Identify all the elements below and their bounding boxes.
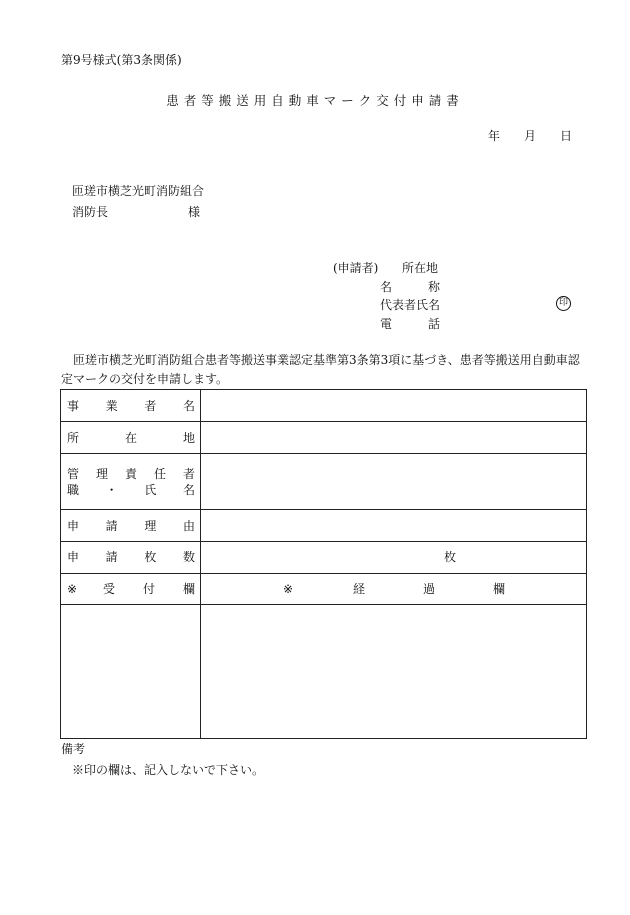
- addressee-honorific: 様: [188, 205, 201, 219]
- remarks-heading: 備考: [61, 742, 86, 756]
- count-unit: 枚: [444, 550, 457, 564]
- progress-mark: ※: [283, 582, 294, 596]
- row-label-business-name: 事業者名: [67, 399, 195, 413]
- form-number: 第9号様式(第3条関係): [61, 53, 182, 67]
- addressee-position: 消防長: [72, 205, 109, 219]
- progress-header: 経過欄: [353, 582, 505, 596]
- reception-mark: ※: [67, 582, 78, 596]
- row-label-count: 申請枚数: [67, 550, 195, 564]
- document-title: 患者等搬送用自動車マーク交付申請書: [166, 93, 464, 108]
- row-label-location: 所在地: [67, 431, 195, 445]
- applicant-name-label: 名称: [380, 280, 440, 294]
- applicant-prefix: (申請者): [333, 261, 379, 275]
- applicant-address-label: 所在地: [402, 261, 439, 275]
- applicant-representative-label: 代表者氏名: [380, 298, 441, 312]
- reception-header: 受付欄: [103, 582, 195, 596]
- date-month-label: 月: [524, 129, 537, 143]
- date-line: [0, 129, 630, 145]
- applicant-phone-label: 電話: [380, 317, 440, 331]
- application-statement: 匝瑳市横芝光町消防組合患者等搬送事業認定基準第3条第3項に基づき、患者等搬送用自動車認定マークの交付を申請します。: [61, 353, 580, 386]
- remarks-note: ※印の欄は、記入しないで下さい。: [72, 763, 265, 777]
- row-label-reason: 申請理由: [67, 519, 195, 533]
- row-label-position-name: 職・氏名: [67, 483, 195, 497]
- application-table: [60, 389, 587, 739]
- seal-mark: 印: [556, 296, 571, 311]
- date-year-label: 年: [488, 129, 501, 143]
- addressee-organization: 匝瑳市横芝光町消防組合: [72, 184, 205, 198]
- row-label-manager: 管理責任者: [67, 467, 195, 481]
- date-day-label: 日: [560, 129, 573, 143]
